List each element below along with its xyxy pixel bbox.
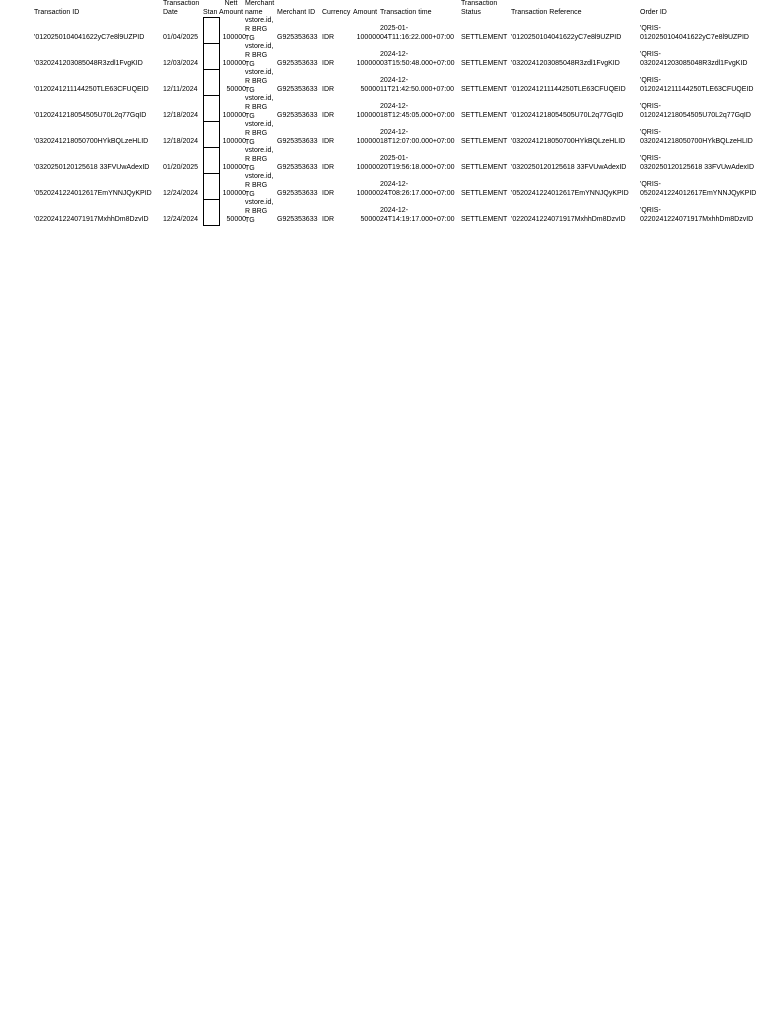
cell-currency: IDR [322, 112, 335, 119]
stan-cell-divider [203, 199, 220, 200]
cell-nett-amount: 100000 [222, 138, 246, 145]
cell-nett-amount: 50000 [226, 216, 246, 223]
cell-transaction-status: SETTLEMENT [461, 34, 508, 41]
cell-nett-amount: 100000 [222, 34, 246, 41]
cell-transaction-time: 2024-12- 11T21:42:50.000+07:00 [380, 77, 455, 93]
cell-transaction-time: 2024-12- 03T15:50:48.000+07:00 [380, 51, 455, 67]
cell-transaction-reference: '0320241218050700HYkBQLzeHLID [511, 138, 626, 145]
cell-transaction-status: SETTLEMENT [461, 190, 508, 197]
cell-merchant-id: G925353633 [277, 112, 318, 119]
cell-nett-amount: 100000 [222, 60, 246, 67]
cell-transaction-status: SETTLEMENT [461, 86, 508, 93]
cell-transaction-status: SETTLEMENT [461, 138, 508, 145]
cell-merchant-name: vstore.id, R BRG TG [245, 121, 274, 146]
cell-currency: IDR [322, 34, 335, 41]
cell-transaction-date: 12/24/2024 [163, 216, 199, 223]
header-transaction-id: Transaction ID [34, 9, 80, 16]
cell-transaction-date: 01/04/2025 [163, 34, 199, 41]
cell-merchant-id: G925353633 [277, 86, 318, 93]
cell-order-id: 'QRIS- 0320241203085048R3zdl1FvgKID [640, 51, 748, 67]
cell-merchant-name: vstore.id, R BRG TG [245, 147, 274, 172]
cell-transaction-reference: '0220241224071917MxhhDm8DzvID [511, 216, 626, 223]
cell-transaction-reference: '0320250120125618 33FVUwAdexID [511, 164, 627, 171]
stan-column-top-border [203, 17, 220, 18]
cell-transaction-time: 2024-12- 24T14:19:17.000+07:00 [380, 207, 455, 223]
cell-currency: IDR [322, 190, 335, 197]
cell-transaction-time: 2024-12- 24T08:26:17.000+07:00 [380, 181, 455, 197]
header-merchant-name: Merchant name [245, 0, 275, 16]
cell-transaction-id: '0320241218050700HYkBQLzeHLID [34, 138, 149, 145]
cell-merchant-name: vstore.id, R BRG TG [245, 69, 274, 94]
cell-transaction-date: 12/18/2024 [163, 112, 199, 119]
cell-transaction-id: '0120250104041622yC7e8l9UZPID [34, 34, 145, 41]
cell-transaction-reference: '0120241218054505U70L2q77GqID [511, 112, 624, 119]
stan-cell-divider [203, 43, 220, 44]
cell-amount: 100000 [356, 60, 380, 67]
cell-amount: 50000 [360, 86, 380, 93]
cell-currency: IDR [322, 164, 335, 171]
cell-merchant-name: vstore.id, R BRG TG [245, 43, 274, 68]
cell-transaction-time: 2024-12- 18T12:07:00.000+07:00 [380, 129, 455, 145]
cell-transaction-time: 2025-01- 20T19:56:18.000+07:00 [380, 155, 455, 171]
cell-amount: 100000 [356, 34, 380, 41]
stan-cell-divider [203, 173, 220, 174]
cell-transaction-date: 12/18/2024 [163, 138, 199, 145]
cell-transaction-id: '0320250120125618 33FVUwAdexID [34, 164, 150, 171]
cell-order-id: 'QRIS- 0120250104041622yC7e8l9UZPID [640, 25, 749, 41]
cell-order-id: 'QRIS- 0220241224071917MxhhDm8DzvID [640, 207, 754, 223]
header-stan: Stan [203, 9, 218, 16]
cell-transaction-id: '0220241224071917MxhhDm8DzvID [34, 216, 149, 223]
cell-transaction-status: SETTLEMENT [461, 60, 508, 67]
cell-amount: 100000 [356, 164, 380, 171]
cell-transaction-status: SETTLEMENT [461, 216, 508, 223]
header-amount: Amount [353, 9, 378, 16]
cell-transaction-time: 2025-01- 04T11:16:22.000+07:00 [380, 25, 455, 41]
header-nett-amount: Nett Amount [218, 0, 244, 16]
stan-cell-divider [203, 121, 220, 122]
cell-currency: IDR [322, 138, 335, 145]
cell-transaction-status: SETTLEMENT [461, 164, 508, 171]
cell-nett-amount: 100000 [222, 190, 246, 197]
cell-merchant-id: G925353633 [277, 34, 318, 41]
cell-transaction-date: 01/20/2025 [163, 164, 199, 171]
cell-nett-amount: 100000 [222, 164, 246, 171]
stan-cell-divider [203, 69, 220, 70]
cell-merchant-id: G925353633 [277, 60, 318, 67]
header-transaction-time: Transaction time [380, 9, 432, 16]
cell-transaction-reference: '0120241211144250TLE63CFUQEID [511, 86, 626, 93]
cell-merchant-name: vstore.id, R BRG TG [245, 95, 274, 120]
cell-merchant-id: G925353633 [277, 138, 318, 145]
cell-merchant-id: G925353633 [277, 164, 318, 171]
cell-merchant-name: vstore.id, R BRG TG [245, 173, 274, 198]
cell-order-id: 'QRIS- 0320241218050700HYkBQLzeHLID [640, 129, 753, 145]
cell-transaction-time: 2024-12- 18T12:45:05.000+07:00 [380, 103, 455, 119]
cell-transaction-reference: '0320241203085048R3zdl1FvgKID [511, 60, 620, 67]
cell-nett-amount: 100000 [222, 112, 246, 119]
cell-currency: IDR [322, 216, 335, 223]
cell-merchant-name: vstore.id, R BRG TG [245, 17, 274, 42]
cell-transaction-id: '0120241211144250TLE63CFUQEID [34, 86, 149, 93]
stan-cell-divider [203, 95, 220, 96]
header-transaction-status: Transaction Status [461, 0, 498, 16]
header-order-id: Order ID [640, 9, 667, 16]
cell-merchant-id: G925353633 [277, 216, 318, 223]
cell-order-id: 'QRIS- 0120241218054505U70L2q77GqID [640, 103, 751, 119]
cell-transaction-status: SETTLEMENT [461, 112, 508, 119]
cell-order-id: 'QRIS- 0120241211144250TLE63CFUQEID [640, 77, 754, 93]
cell-nett-amount: 50000 [226, 86, 246, 93]
cell-order-id: 'QRIS- 0520241224012617EmYNNJQyKPID [640, 181, 757, 197]
cell-amount: 100000 [356, 190, 380, 197]
cell-transaction-date: 12/03/2024 [163, 60, 199, 67]
header-transaction-date: Transaction Date [163, 0, 200, 16]
header-transaction-reference: Transaction Reference [511, 9, 582, 16]
stan-column-bottom-border [203, 225, 220, 226]
header-currency: Currency [322, 9, 351, 16]
cell-transaction-id: '0320241203085048R3zdl1FvgKID [34, 60, 143, 67]
cell-amount: 100000 [356, 138, 380, 145]
cell-transaction-id: '0120241218054505U70L2q77GqID [34, 112, 147, 119]
cell-merchant-name: vstore.id, R BRG TG [245, 199, 274, 224]
cell-transaction-reference: '0120250104041622yC7e8l9UZPID [511, 34, 622, 41]
cell-transaction-reference: '0520241224012617EmYNNJQyKPID [511, 190, 629, 197]
cell-amount: 100000 [356, 112, 380, 119]
cell-order-id: 'QRIS- 0320250120125618 33FVUwAdexID [640, 155, 755, 171]
cell-transaction-date: 12/11/2024 [163, 86, 198, 93]
cell-currency: IDR [322, 60, 335, 67]
header-merchant-id: Merchant ID [277, 9, 316, 16]
cell-transaction-date: 12/24/2024 [163, 190, 199, 197]
cell-transaction-id: '0520241224012617EmYNNJQyKPID [34, 190, 152, 197]
cell-amount: 50000 [360, 216, 380, 223]
stan-cell-divider [203, 147, 220, 148]
cell-currency: IDR [322, 86, 335, 93]
cell-merchant-id: G925353633 [277, 190, 318, 197]
